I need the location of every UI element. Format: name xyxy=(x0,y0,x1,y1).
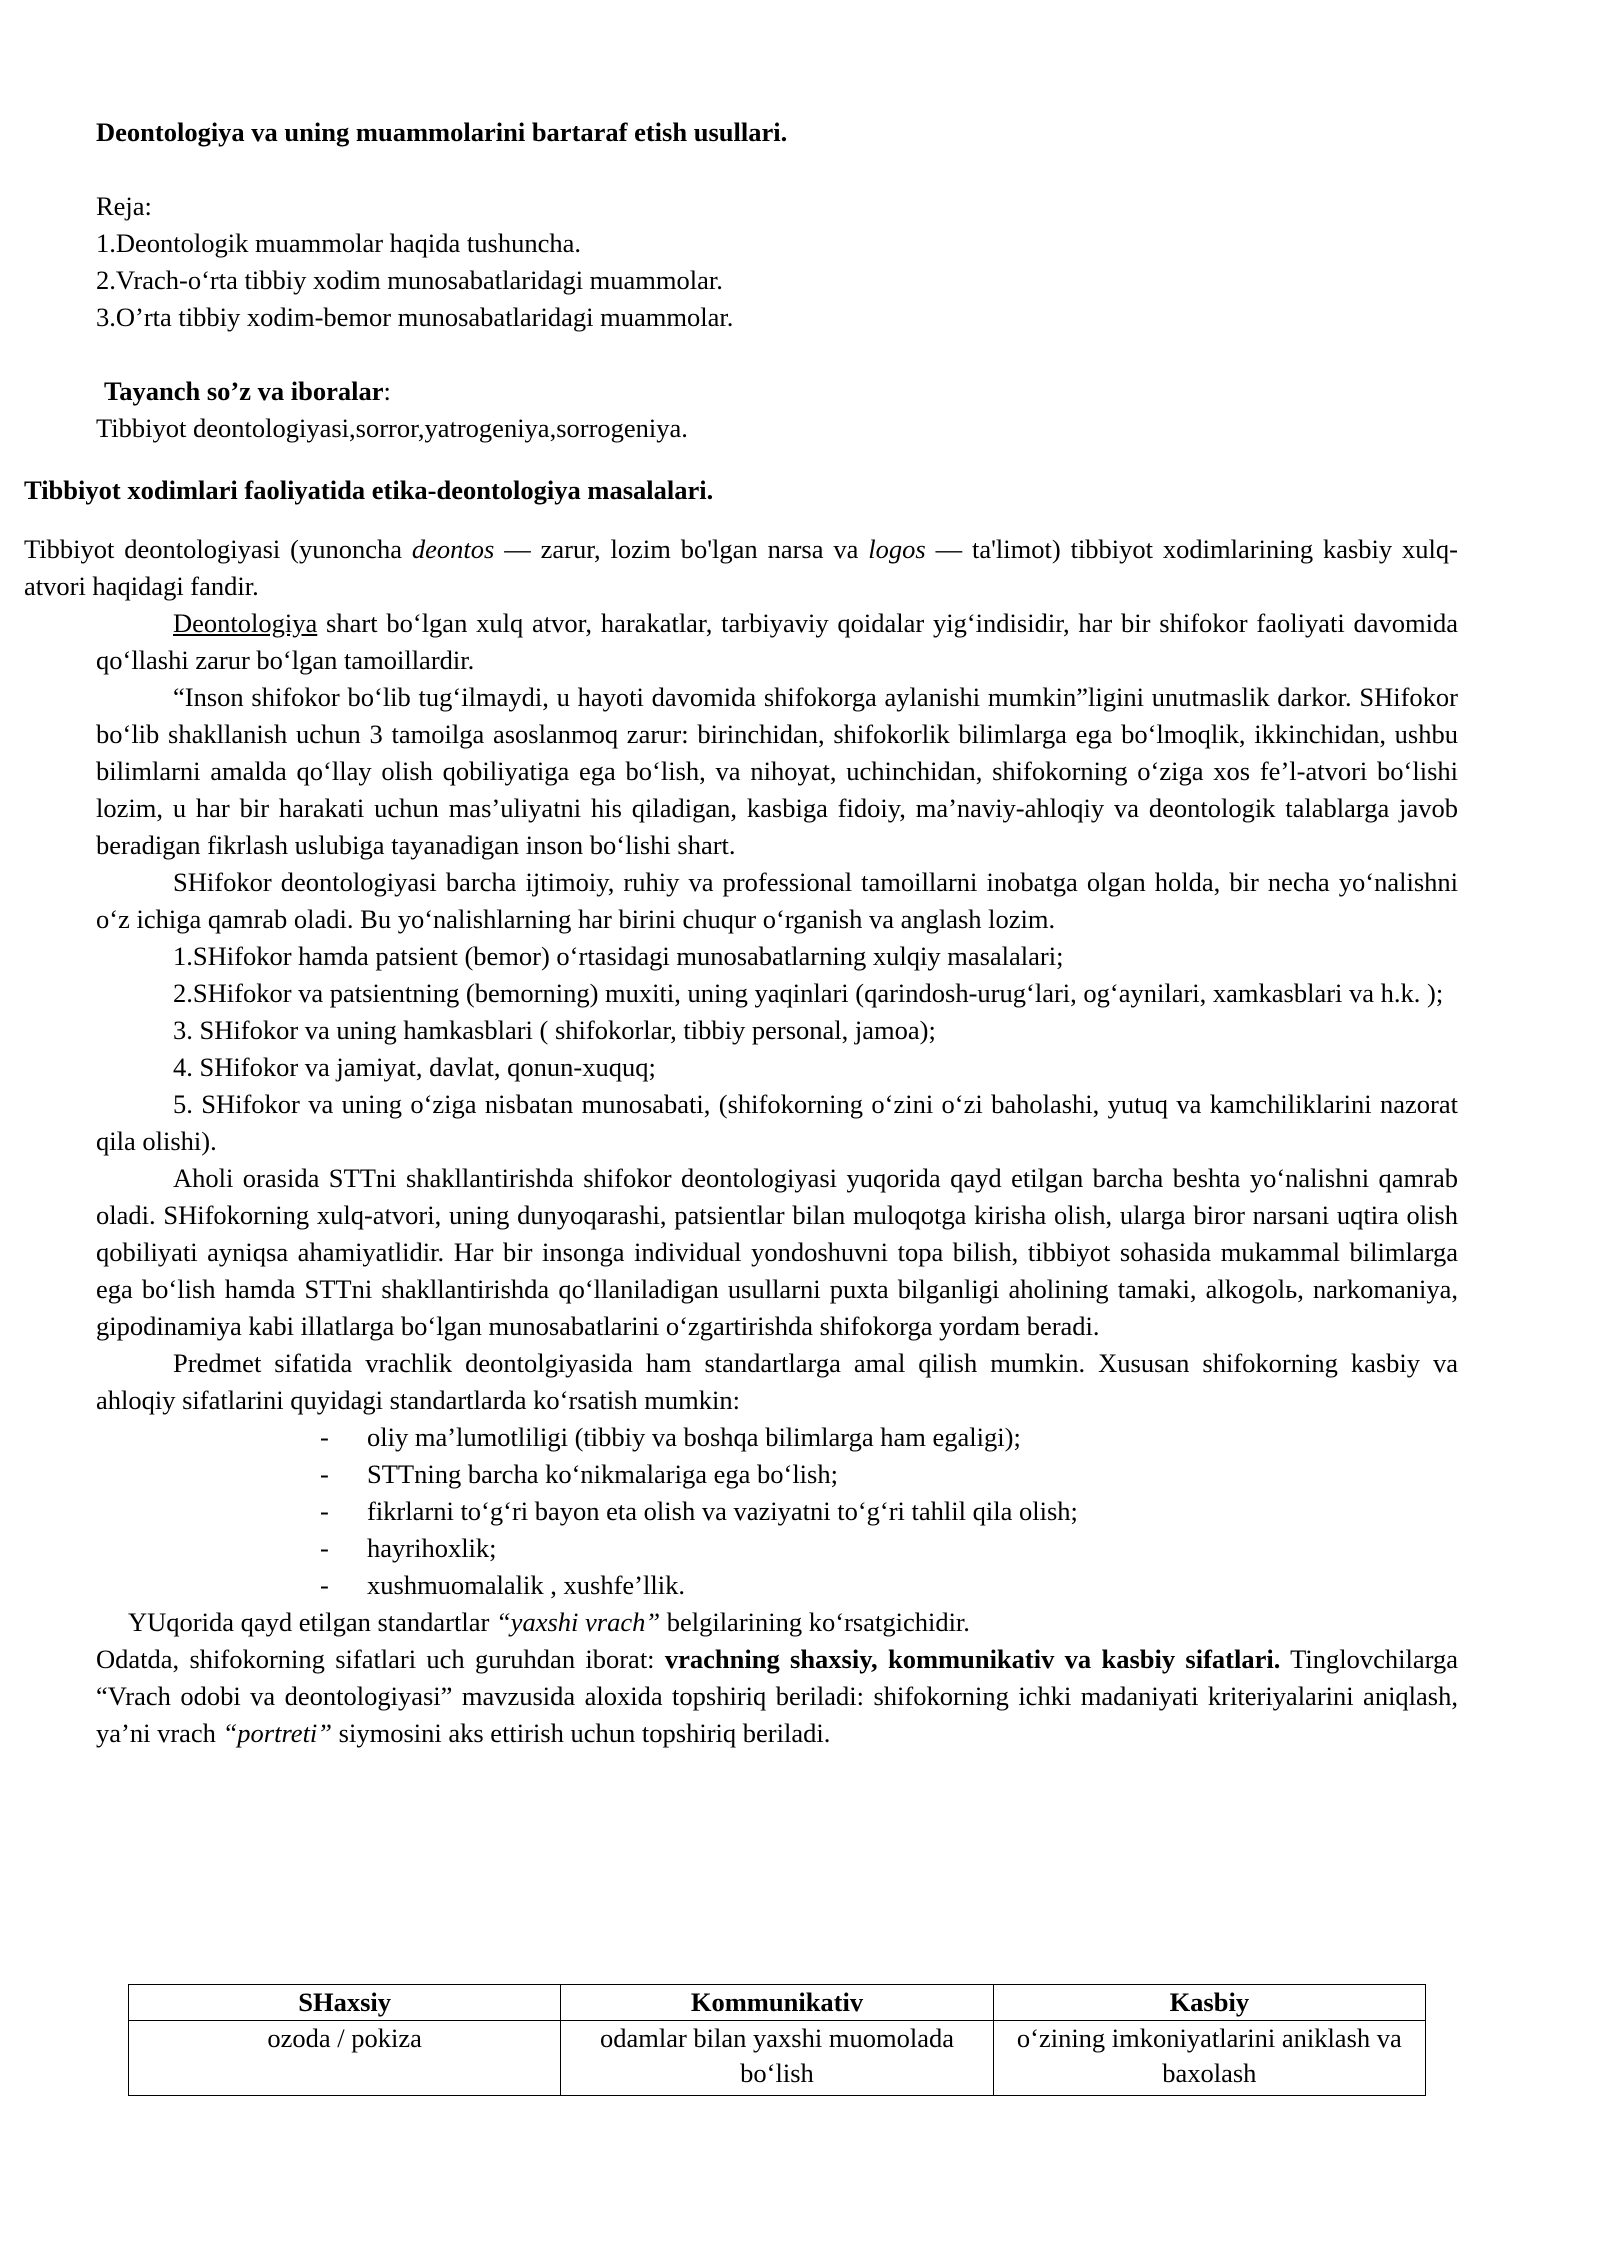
term-yaxshi-vrach: “yaxshi vrach” xyxy=(495,1607,661,1637)
table-cell: odamlar bilan yaxshi muomolada bo‘lish xyxy=(561,2021,993,2096)
document-body xyxy=(24,531,1458,1752)
keywords-heading xyxy=(96,373,688,410)
text-run: Odatda, shifokorning sifatlari uch guruhdan iborat: xyxy=(96,1644,665,1674)
term-portreti: “portreti” xyxy=(222,1718,333,1748)
term-deontologiya: Deontologiya xyxy=(173,608,318,638)
table-header-cell: Kasbiy xyxy=(993,1985,1425,2021)
text-run: — ta'limot) tibbiyot xodimlarining kasbiy xulq-atvori haqidagi fandir. xyxy=(24,534,1458,601)
keywords-heading-text: Tayanch so’z va iboralar xyxy=(104,376,384,406)
table-row xyxy=(129,2021,1426,2096)
document-title: Deontologiya va uning muammolarini bartaraf etish usullari. xyxy=(96,117,788,147)
numbered-item: 1.SHifokor hamda patsient (bemor) o‘rtasidagi munosabatlarning xulqiy masalalari; xyxy=(173,941,1064,971)
keywords-terms: Tibbiyot deontologiyasi,sorror,yatrogeniya,sorrogeniya. xyxy=(96,413,688,443)
list-item-text: xushmuomalalik , xushfe’llik. xyxy=(367,1570,685,1600)
bullet-dash: - xyxy=(320,1459,329,1489)
text-run: YUqorida qayd etilgan standartlar xyxy=(128,1607,496,1637)
numbered-item: 4. SHifokor va jamiyat, davlat, qonun-xuquq; xyxy=(173,1052,656,1082)
standards-list xyxy=(320,1419,1458,1604)
paragraph-shifokor-deontology: SHifokor deontologiyasi barcha ijtimoiy, ruhiy va professional tamoillarni inobatga olgan holda, bir necha yo‘nalishni o‘z ichiga qamrab oladi. Bu yo‘nalishlarning har birini chuqur o‘rganish va anglash lozim. xyxy=(96,867,1458,934)
table-header-row xyxy=(129,1985,1426,2021)
table-header-cell: SHaxsiy xyxy=(129,1985,561,2021)
list-item xyxy=(320,1419,1458,1456)
text-run: belgilarining ko‘rsatgichidir. xyxy=(660,1607,970,1637)
paragraph-definition xyxy=(24,531,1458,605)
numbered-item: 2.SHifokor va patsientning (bemorning) muxiti, uning yaqinlari (qarindosh-urug‘lari, og‘aynilari, xamkasblari va h.k. ); xyxy=(173,978,1444,1008)
paragraph-inson: “Inson shifokor bo‘lib tug‘ilmaydi, u hayoti davomida shifokorga aylanishi mumkin”ligini unutmaslik darkor. SHifokor bo‘lib shakllanish uchun 3 tamoilga asoslanmoq zarur: birinchidan, shifokorlik bilimlarga ega bo‘lmoqlik, ikkinchidan, ushbu bilimlarni amalda qo‘llay olish qobiliyatiga ega bo‘lish, va nihoyat, uchinchidan, shifokorning o‘ziga xos fe’l-atvori bo‘lishi lozim, u har bir harakati uchun mas’uliyatni his qiladigan, kasbiga fidoiy, ma’naviy-ahloqiy va deontologik talablarga javob beradigan fikrlash uslubiga tayanadigan inson bo‘lishi shart. xyxy=(96,682,1458,860)
bullet-dash: - xyxy=(320,1422,329,1452)
section-heading: Tibbiyot xodimlari faoliyatida etika-deontologiya masalalari. xyxy=(24,475,714,505)
numbered-item: 5. SHifokor va uning o‘ziga nisbatan munosabati, (shifokorning o‘zini o‘zi baholashi, yutuq va kamchiliklarini nazorat qila olishi). xyxy=(96,1089,1458,1156)
list-item-text: fikrlarni to‘g‘ri bayon eta olish va vaziyatni to‘g‘ri tahlil qila olish; xyxy=(367,1496,1078,1526)
paragraph-qualities xyxy=(96,1641,1458,1752)
list-item xyxy=(320,1530,1458,1567)
text-run: Tinglovchilarga “Vrach odobi va deontologiyasi” mavzusida aloxida topshiriq beriladi: shifokorning ichki madaniyati kriteriyalarini aniqlash, ya’ni vrach xyxy=(96,1644,1459,1748)
list-item xyxy=(320,1567,1458,1604)
plan-label: Reja: xyxy=(96,191,152,221)
plan-item: 3.O’rta tibbiy xodim-bemor munosabatlaridagi muammolar. xyxy=(96,302,734,332)
table-header-cell: Kommunikativ xyxy=(561,1985,993,2021)
list-item xyxy=(320,1456,1458,1493)
numbered-item: 3. SHifokor va uning hamkasblari ( shifokorlar, tibbiy personal, jamoa); xyxy=(173,1015,936,1045)
paragraph-aholi: Aholi orasida STTni shakllantirishda shifokor deontologiyasi yuqorida qayd etilgan barcha beshta yo‘nalishni qamrab oladi. SHifokorning xulq-atvori, uning dunyoqarashi, patsientlar bilan muloqotga kirisha olish, ularga biror narsani uqtira olish qobiliyati ayniqsa ahamiyatlidir. Har bir insonga individual yondoshuvni topa bilish, tibbiyot sohasida mukammal bilimlarga ega bo‘lish hamda STTni shakllantirishda qo‘llaniladigan usullarni puxta bilganligi aholining tamaki, alkogolь, narkomaniya, gipodinamiya kabi illatlarga bo‘lgan munosabatlarini o‘zgartirishda shifokorga yordam beradi. xyxy=(96,1163,1458,1341)
bold-qualities: vrachning shaxsiy, kommunikativ va kasbiy sifatlari. xyxy=(664,1644,1281,1674)
plan-item: 2.Vrach-o‘rta tibbiy xodim munosabatlaridagi muammolar. xyxy=(96,265,723,295)
bullet-dash: - xyxy=(320,1533,329,1563)
qualities-table xyxy=(128,1984,1426,2096)
text-run: siymosini aks ettirish uchun topshiriq beriladi. xyxy=(332,1718,831,1748)
paragraph-standards-summary xyxy=(96,1604,1458,1641)
list-item xyxy=(320,1493,1458,1530)
text-run: Tibbiyot deontologiyasi (yunoncha xyxy=(24,534,412,564)
keywords-section xyxy=(96,373,688,447)
text-run: shart bo‘lgan xulq atvor, harakatlar, tarbiyaviy qoidalar yig‘indisidir, har bir shifokor faoliyati davomida qo‘llashi zarur bo‘lgan tamoillardir. xyxy=(96,608,1458,675)
list-item-text: STTning barcha ko‘nikmalariga ega bo‘lish; xyxy=(367,1459,838,1489)
plan-item: 1.Deontologik muammolar haqida tushuncha. xyxy=(96,228,581,258)
bullet-dash: - xyxy=(320,1496,329,1526)
list-item-text: oliy ma’lumotliligi (tibbiy va boshqa bilimlarga ham egaligi); xyxy=(367,1422,1021,1452)
table-cell: o‘zining imkoniyatlarini aniklash va baxolash xyxy=(993,2021,1425,2096)
paragraph-deontology xyxy=(96,605,1458,679)
plan-section xyxy=(96,188,733,336)
term-deontos: deontos xyxy=(411,534,495,564)
table-cell: ozoda / pokiza xyxy=(129,2021,561,2096)
list-item-text: hayrihoxlik; xyxy=(367,1533,497,1563)
text-run: — zarur, lozim bo'lgan narsa va xyxy=(494,534,869,564)
keywords-heading-colon: : xyxy=(383,376,391,406)
term-logos: logos xyxy=(868,534,926,564)
bullet-dash: - xyxy=(320,1570,329,1600)
paragraph-predmet: Predmet sifatida vrachlik deontolgiyasida ham standartlarga amal qilish mumkin. Xususan shifokorning kasbiy va ahloqiy sifatlarini quyidagi standartlarda ko‘rsatish mumkin: xyxy=(96,1348,1458,1415)
